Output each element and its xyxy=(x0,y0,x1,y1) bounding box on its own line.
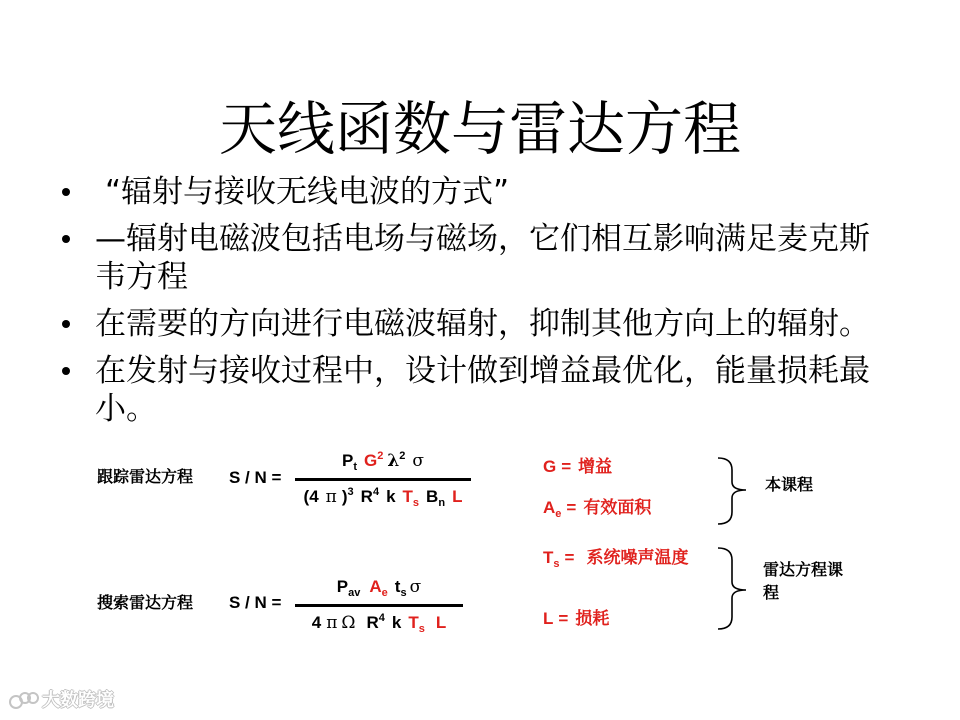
term-loss: L xyxy=(435,612,447,632)
term-superscript: 4 xyxy=(378,611,385,624)
legend-symbol: A xyxy=(543,498,556,517)
term-base: R xyxy=(360,486,373,506)
term-range xyxy=(361,483,379,513)
term-bandwidth xyxy=(426,483,445,513)
term-gain xyxy=(364,447,383,477)
term-range xyxy=(366,609,384,639)
tracking-lhs: S / N = xyxy=(229,468,282,487)
term-subscript: s xyxy=(412,496,420,509)
term-superscript: 2 xyxy=(399,450,406,462)
bullet-dot xyxy=(62,320,70,328)
watermark-logo-icon xyxy=(8,688,40,712)
curly-brace-icon xyxy=(712,455,752,527)
term-subscript: s xyxy=(400,587,407,599)
term-subscript: t xyxy=(353,461,357,473)
legend-loss xyxy=(543,608,609,630)
term-base: T xyxy=(402,486,413,506)
term-base: λ xyxy=(387,451,400,471)
term-close-paren xyxy=(342,483,354,513)
fraction-bar xyxy=(295,604,463,607)
bullet-text: 在需要的方向进行电磁波辐射，抑制其他方向上的辐射。 xyxy=(95,306,870,342)
legend-gain xyxy=(543,456,612,478)
search-lhs: S / N = xyxy=(229,593,282,612)
term-subscript: e xyxy=(381,587,388,599)
term-scan-time xyxy=(395,573,407,603)
legend-symbol: G xyxy=(543,457,557,476)
legend-noise-temperature xyxy=(543,547,688,571)
bullet-text: “辐射与接收无线电波的方式” xyxy=(105,174,510,210)
legend-description: 有效面积 xyxy=(583,498,652,518)
term-base: A xyxy=(369,577,382,596)
term-wavelength xyxy=(387,447,405,477)
term-rcs: σ xyxy=(412,451,425,471)
term-pi: π xyxy=(325,486,337,507)
term-base: B xyxy=(426,486,439,506)
term-subscript: s xyxy=(418,622,425,635)
fraction-bar xyxy=(295,478,471,481)
term-base: t xyxy=(394,577,401,596)
legend-description: 增益 xyxy=(578,457,613,477)
term-effective-aperture xyxy=(369,573,387,603)
legend-subscript: e xyxy=(555,508,562,520)
term-noise-temp xyxy=(403,483,420,513)
legend-equals: = xyxy=(558,609,569,628)
term-boltzmann: k xyxy=(391,612,402,632)
legend-symbol: L xyxy=(543,609,554,628)
term-base: T xyxy=(408,612,419,632)
group-label-radar-course: 雷达方程课程 xyxy=(763,560,844,602)
legend-symbol: T xyxy=(543,548,554,567)
term-loss: L xyxy=(452,486,463,506)
term-boltzmann: k xyxy=(386,486,396,506)
legend-equals: = xyxy=(564,548,575,567)
bullet-item xyxy=(58,352,908,428)
term-rcs: σ xyxy=(409,577,422,597)
bullet-item xyxy=(58,173,908,211)
group-label-this-course: 本课程 xyxy=(765,475,814,494)
term-power xyxy=(342,447,357,477)
term-superscript: 4 xyxy=(372,485,380,498)
tracking-fraction xyxy=(295,447,471,511)
bullet-text: —辐射电磁波包括电场与磁场，它们相互影响满足麦克斯韦方程 xyxy=(95,221,870,295)
tracking-numerator xyxy=(295,447,471,475)
bullet-item xyxy=(58,220,908,296)
term-base: P xyxy=(341,451,354,470)
legend-effective-aperture xyxy=(543,497,651,521)
bullet-item xyxy=(58,305,908,343)
term-base: ) xyxy=(341,486,348,506)
term-four: 4 xyxy=(311,612,322,632)
search-fraction xyxy=(295,573,463,637)
curly-brace-icon xyxy=(712,545,752,633)
tracking-denominator xyxy=(295,483,471,511)
search-equation-label: 搜索雷达方程 xyxy=(97,593,194,612)
tracking-equation-label: 跟踪雷达方程 xyxy=(97,467,194,486)
bullet-text: 在发射与接收过程中，设计做到增益最优化，能量损耗最小。 xyxy=(95,353,870,427)
term-superscript: 2 xyxy=(377,450,384,462)
term-base: R xyxy=(366,612,379,632)
search-numerator xyxy=(295,573,463,601)
bullet-dot xyxy=(62,367,70,375)
search-denominator xyxy=(295,609,463,637)
bullet-list xyxy=(58,173,908,437)
legend-subscript: s xyxy=(553,558,560,570)
legend-equals: = xyxy=(566,498,577,517)
term-solid-angle: Ω xyxy=(341,612,356,633)
bullet-dot xyxy=(62,188,70,196)
watermark-text: 大数跨境 xyxy=(42,690,114,711)
term-superscript: 3 xyxy=(347,485,354,498)
slide-title: 天线函数与雷达方程 xyxy=(218,94,741,163)
term-base: G xyxy=(364,451,378,470)
term-subscript: n xyxy=(438,496,446,509)
term-open-paren-four: (4 xyxy=(303,486,319,506)
legend-description: 损耗 xyxy=(575,609,610,629)
bullet-dot xyxy=(62,235,70,243)
term-subscript: av xyxy=(348,587,361,599)
term-average-power xyxy=(337,573,361,603)
term-noise-temp xyxy=(408,609,425,639)
term-pi: π xyxy=(326,612,338,633)
legend-equals: = xyxy=(561,457,572,476)
legend-description: 系统噪声温度 xyxy=(586,548,689,568)
term-base: P xyxy=(336,577,349,596)
